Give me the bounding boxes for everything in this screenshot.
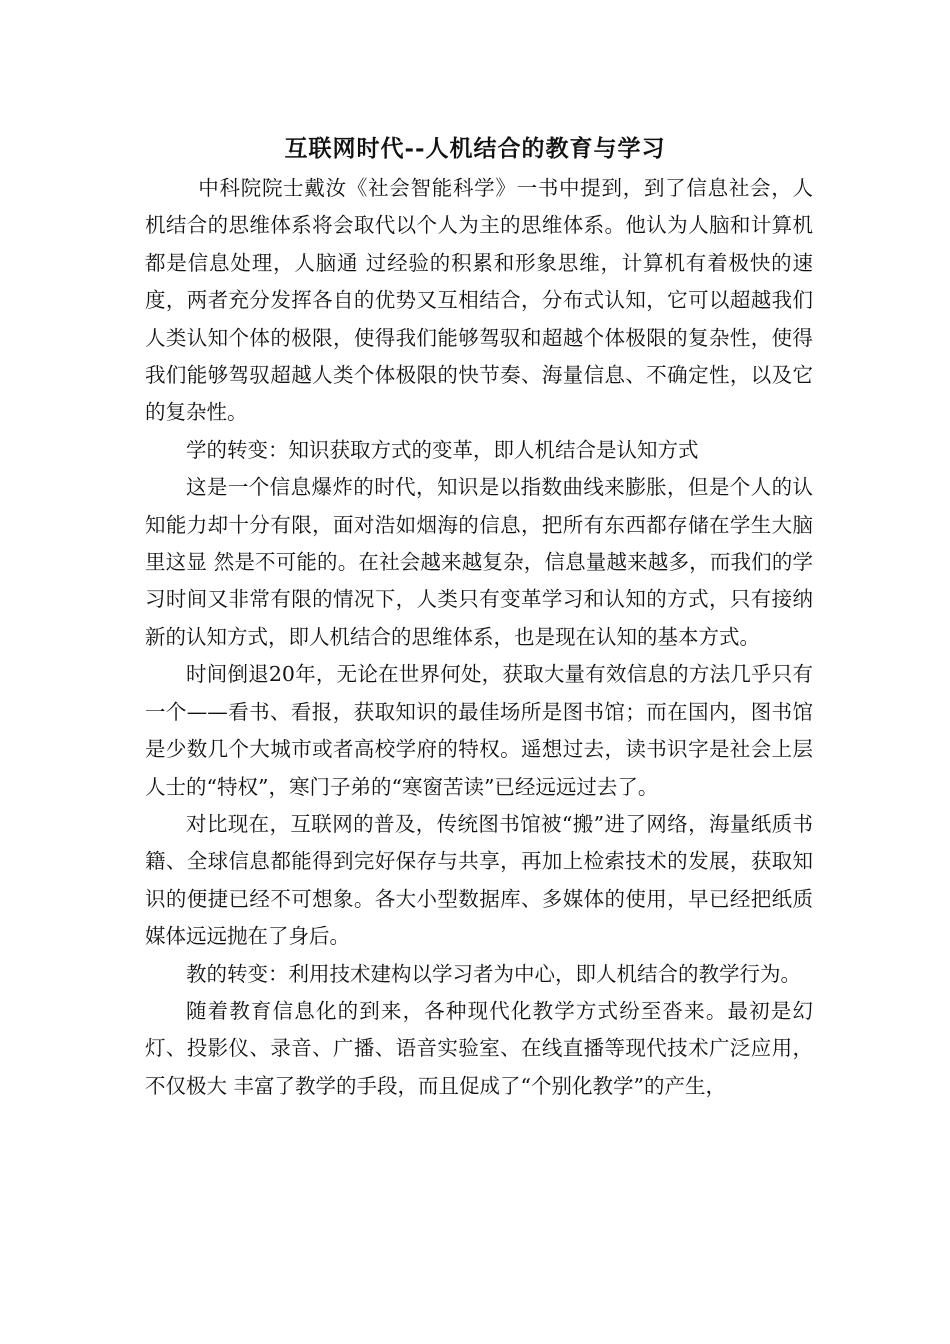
document-body bbox=[145, 170, 813, 1105]
document-title: 互联网时代--人机结合的教育与学习 bbox=[284, 135, 666, 162]
paragraph-intro: 中科院院士戴汝《社会智能科学》一书中提到，到了信息社会，人机结合的思维体系将会取代以个人为主的思维体系。他认为人脑和计算机都是信息处理，人脑通 过经验的积累和形象思维，计算机有着极快的速度，两者充分发挥各自的优势又互相结合，分布式认知，它可以超越我们人类认知个体的极限，使得我们能够驾驭和超越个体极限的复杂性，使得我们能够驾驭超越人类个体极限的快节奏、海量信息、不确定性，以及它的复杂性。 bbox=[145, 176, 813, 425]
section-heading-learning: 学的转变：知识获取方式的变革，即人机结合是认知方式 bbox=[186, 437, 699, 462]
paragraph-twenty-years-ago: 时间倒退20年，无论在世界何处，获取大量有效信息的方法几乎只有一个——看书、看报，获取知识的最佳场所是图书馆；而在国内，图书馆是少数几个大城市或者高校学府的特权。遥想过去，读书识字是社会上层人士的“特权”，寒门子弟的“寒窗苦读”已经远远过去了。 bbox=[145, 662, 813, 799]
paragraph-internet-now: 对比现在，互联网的普及，传统图书馆被“搬”进了网络，海量纸质书籍、全球信息都能得到完好保存与共享，再加上检索技术的发展，获取知识的便捷已经不可想象。各大小型数据库、多媒体的使用，早已经把纸质媒体远远抛在了身后。 bbox=[145, 811, 813, 949]
section-heading-teaching: 教的转变：利用技术建构以学习者为中心，即人机结合的教学行为。 bbox=[186, 961, 801, 986]
paragraph-education-informatization: 随着教育信息化的到来，各种现代化教学方式纷至沓来。最初是幻灯、投影仪、录音、广播、语音实验室、在线直播等现代技术广泛应用，不仅极大 丰富了教学的手段，而且促成了“个别化教学”的产生， bbox=[145, 998, 813, 1098]
paragraph-information-explosion: 这是一个信息爆炸的时代，知识是以指数曲线来膨胀，但是个人的认知能力却十分有限，面对浩如烟海的信息，把所有东西都存储在学生大脑里这显 然是不可能的。在社会越来越复杂，信息量越来越多，而我们的学习时间又非常有限的情况下，人类只有变革学习和认知的方式，只有接纳新的认知方式，即人机结合的思维体系，也是现在认知的基本方式。 bbox=[145, 475, 813, 649]
